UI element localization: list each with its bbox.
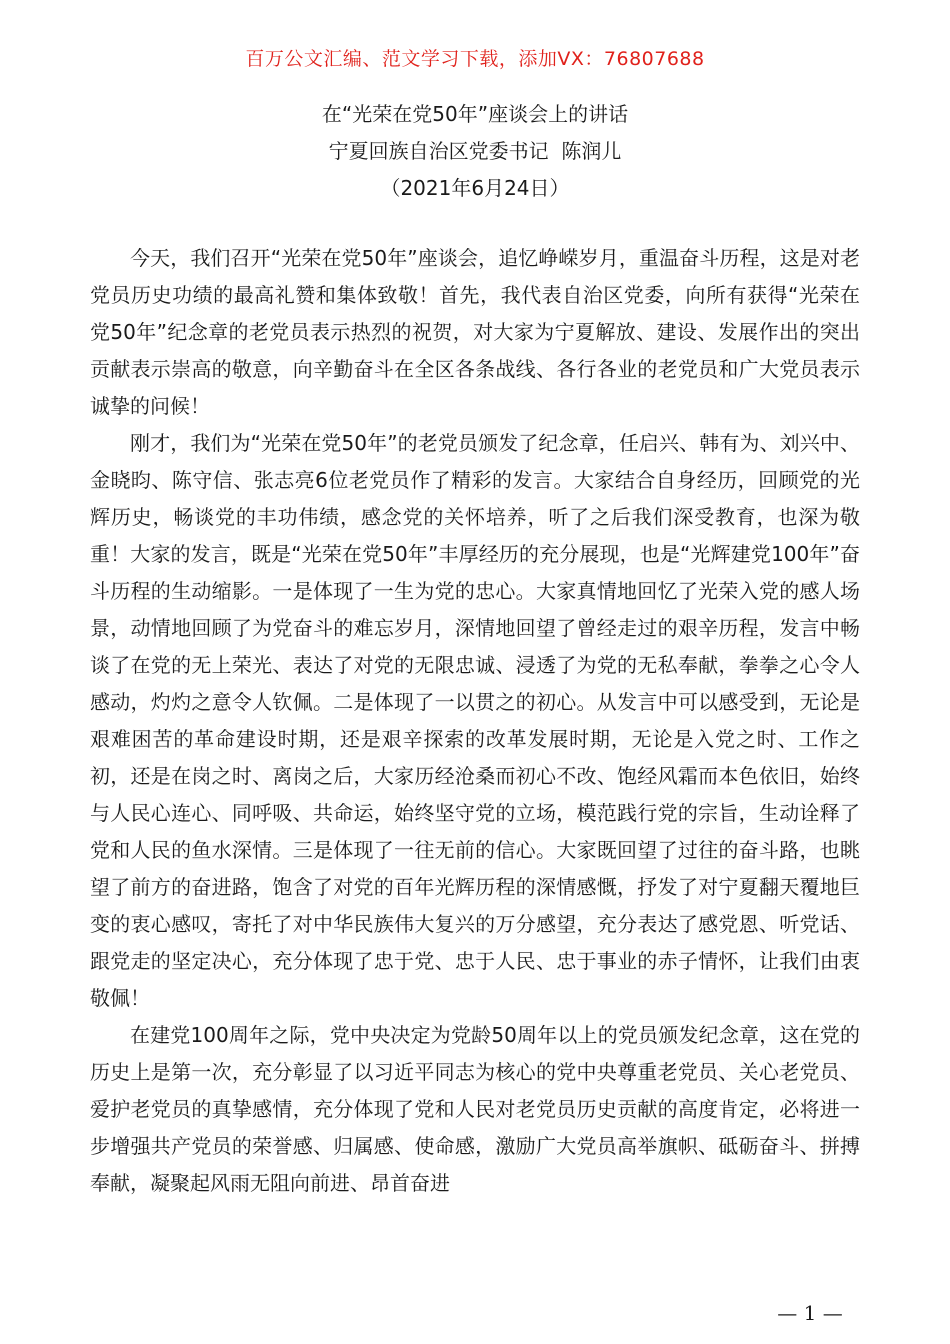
speech-date: （2021年6月24日） [380, 176, 570, 200]
speech-header [0, 96, 950, 207]
paragraph-1: 今天，我们召开“光荣在党50年”座谈会，追忆峥嵘岁月，重温奋斗历程，这是对老党员历史功绩的最高礼赞和集体致敬！首先，我代表自治区党委，向所有获得“光荣在党50年”纪念章的老党员表示热烈的祝贺，对大家为宁夏解放、建设、发展作出的突出贡献表示崇高的敬意，向辛勤奋斗在全区各条战线、各行各业的老党员和广大党员表示诚挚的问候！ [90, 246, 860, 418]
speaker-line: 宁夏回族自治区党委书记 陈润儿 [328, 139, 622, 163]
speech-body [90, 240, 860, 1202]
promo-banner: 百万公文汇编、范文学习下载，添加VX：76807688 [245, 48, 705, 70]
page-number: — 1 — [777, 1301, 843, 1325]
speech-title: 在“光荣在党50年”座谈会上的讲话 [321, 102, 629, 126]
paragraph-3: 在建党100周年之际，党中央决定为党龄50周年以上的党员颁发纪念章，这在党的历史上是第一次，充分彰显了以习近平同志为核心的党中央尊重老党员、关心老党员、爱护老党员的真挚感情，充分体现了党和人民对老党员历史贡献的高度肯定，必将进一步增强共产党员的荣誉感、归属感、使命感，激励广大党员高举旗帜、砥砺奋斗、拼搏奉献，凝聚起风雨无阻向前进、昂首奋进 [90, 1023, 860, 1195]
paragraph-2: 刚才，我们为“光荣在党50年”的老党员颁发了纪念章，任启兴、韩有为、刘兴中、金晓昀、陈守信、张志亮6位老党员作了精彩的发言。大家结合自身经历，回顾党的光辉历史，畅谈党的丰功伟绩，感念党的关怀培养，听了之后我们深受教育，也深为敬重！大家的发言，既是“光荣在党50年”丰厚经历的充分展现，也是“光辉建党100年”奋斗历程的生动缩影。一是体现了一生为党的忠心。大家真情地回忆了光荣入党的感人场景，动情地回顾了为党奋斗的难忘岁月，深情地回望了曾经走过的艰辛历程，发言中畅谈了在党的无上荣光、表达了对党的无限忠诚、浸透了为党的无私奉献，拳拳之心令人感动，灼灼之意令人钦佩。二是体现了一以贯之的初心。从发言中可以感受到，无论是艰难困苦的革命建设时期，还是艰辛探索的改革发展时期，无论是入党之时、工作之初，还是在岗之时、离岗之后，大家历经沧桑而初心不改、饱经风霜而本色依旧，始终与人民心连心、同呼吸、共命运，始终坚守党的立场，模范践行党的宗旨，生动诠释了党和人民的鱼水深情。三是体现了一往无前的信心。大家既回望了过往的奋斗路，也眺望了前方的奋进路，饱含了对党的百年光辉历程的深情感慨，抒发了对宁夏翻天覆地巨变的衷心感叹，寄托了对中华民族伟大复兴的万分感望，充分表达了感党恩、听党话、跟党走的坚定决心，充分体现了忠于党、忠于人民、忠于事业的赤子情怀，让我们由衷敬佩！ [90, 431, 860, 1010]
